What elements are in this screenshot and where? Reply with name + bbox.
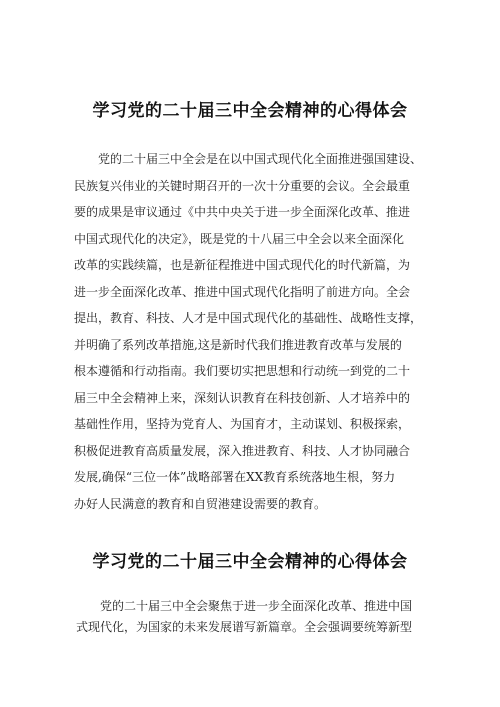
paragraph-line: 提出，教育、科技、人才是中国式现代化的基础性、战略性支撑， (74, 311, 423, 325)
paragraph-line: 根本遵循和行动指南。我们要切实把思想和行动统一到党的二十 (74, 364, 411, 378)
paragraph-line: 要的成果是审议通过《中共中央关于进一步全面深化改革、推进 (74, 205, 411, 219)
paragraph-line: 并明确了系列改革措施,这是新时代我们推进教育改革与发展的 (74, 337, 402, 352)
paragraph-line: 中国式现代化的决定》，既是党的十八届三中全会以来全面深化 (74, 231, 405, 246)
section-body (76, 596, 432, 638)
paragraph-line: 改革的实践续篇，也是新征程推进中国式现代化的时代新篇，为 (74, 258, 411, 272)
section-title: 学习党的二十届三中全会精神的心得体会 (92, 552, 408, 572)
paragraph-line: 民族复兴伟业的关键时期召开的一次十分重要的会议。全会最重 (74, 178, 411, 193)
paragraph-line: 办好人民满意的教育和自贸港建设需要的教育。 (74, 496, 327, 511)
paragraph-line: 式现代化，为国家的未来发展谱写新篇章。全会强调要统筹新型 (76, 620, 413, 634)
paragraph-line: 党的二十届三中全会聚焦于进一步全面深化改革、推进中国 (76, 599, 413, 613)
paragraph-line: 发展,确保“三位一体”战略部署在XX教育系统落地生根，努力 (74, 470, 396, 484)
paragraph-line: 届三中全会精神上来，深刻认识教育在科技创新、人才培养中的 (74, 390, 411, 405)
paragraph-line: 党的二十届三中全会是在以中国式现代化全面推进强国建设、 (74, 152, 423, 166)
paragraph-line: 进一步全面深化改革、推进中国式现代化指明了前进方向。全会 (74, 284, 411, 299)
paragraph-line: 基础性作用，坚持为党育人、为国育才，主动谋划、积极探索， (74, 417, 411, 431)
section-body (74, 146, 434, 517)
paragraph-line: 积极促进教育高质量发展，深入推进教育、科技、人才协同融合 (74, 443, 411, 458)
section-title: 学习党的二十届三中全会精神的心得体会 (92, 101, 408, 121)
